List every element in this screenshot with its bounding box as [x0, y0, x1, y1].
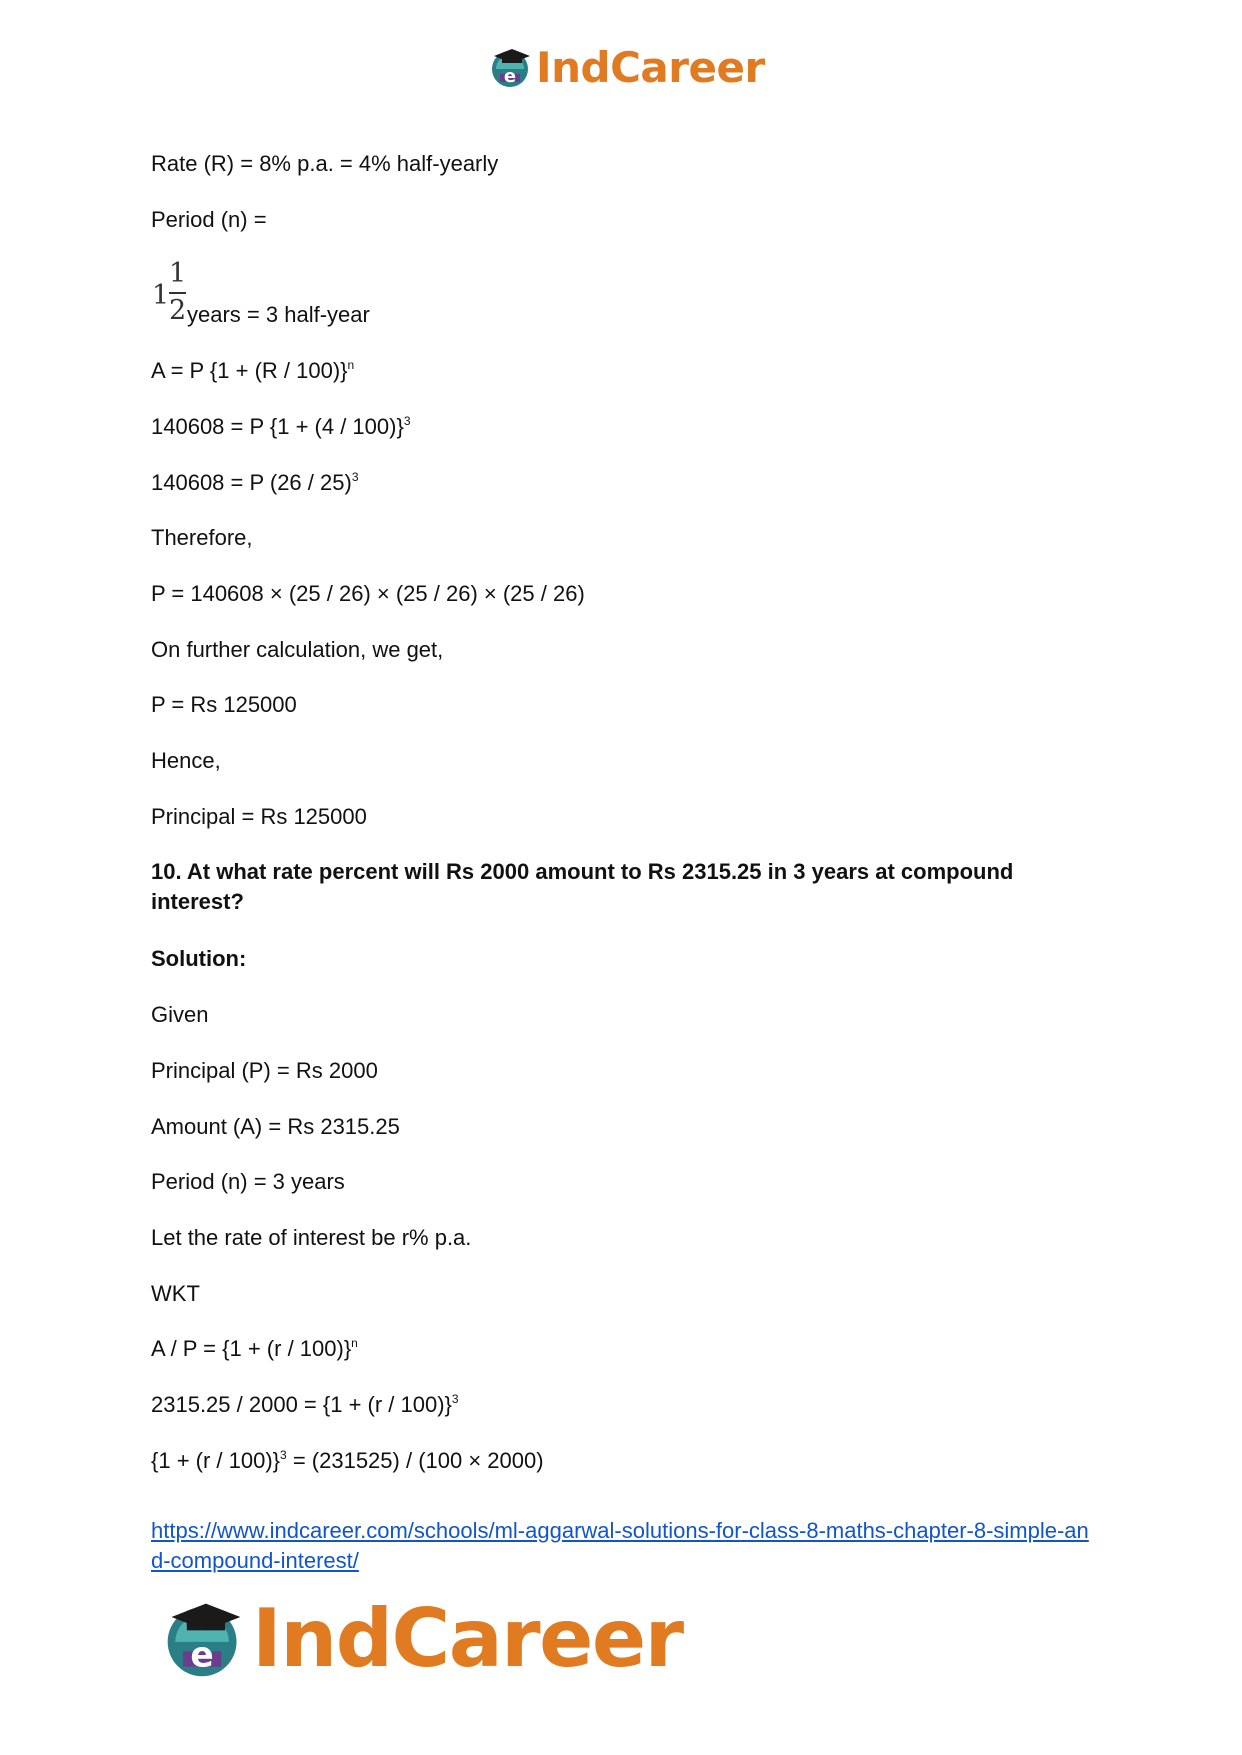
step2-exponent: 3 [351, 470, 359, 484]
logo-wordmark: IndCareer [252, 1591, 683, 1685]
given-line: Given [151, 1002, 209, 1027]
fraction-bar [169, 292, 186, 294]
solution-heading: Solution: [151, 946, 247, 971]
p-calc-line: P = 140608 × (25 / 26) × (25 / 26) × (25 / 26) [151, 581, 585, 606]
formula-a-exponent: n [347, 358, 355, 372]
let-rate-line: Let the rate of interest be r% p.a. [151, 1225, 472, 1250]
graduation-globe-icon [488, 44, 534, 90]
ap-formula-exponent: n [351, 1336, 358, 1350]
logo-wordmark: IndCareer [536, 42, 765, 92]
footer-logo [160, 1588, 683, 1688]
ap-formula-line [151, 1335, 358, 1363]
step1-exponent: 3 [403, 414, 411, 428]
cube-line [151, 1447, 544, 1475]
footer-link-container [151, 1516, 1096, 1576]
period-label-line: Period (n) = [151, 207, 267, 232]
question-10: 10. At what rate percent will Rs 2000 amount to Rs 2315.25 in 3 years at compound interest? [151, 859, 1014, 914]
period-rest-line: years = 3 half-year [187, 302, 370, 327]
formula-a-line [151, 357, 354, 385]
ratio-text: 2315.25 / 2000 = {1 + (r / 100)} [151, 1392, 452, 1417]
p-result-line: P = Rs 125000 [151, 692, 297, 717]
step2-text: 140608 = P (26 / 25) [151, 470, 352, 495]
fraction-whole: 1 [152, 280, 170, 311]
further-line: On further calculation, we get, [151, 637, 444, 662]
cube-exponent: 3 [280, 1448, 287, 1462]
cube-right-text: = (231525) / (100 × 2000) [286, 1448, 544, 1473]
header-logo [488, 38, 765, 96]
principal-given-line: Principal (P) = Rs 2000 [151, 1058, 378, 1083]
period-given-line: Period (n) = 3 years [151, 1169, 345, 1194]
step1-text: 140608 = P {1 + (4 / 100)} [151, 414, 404, 439]
principal-line: Principal = Rs 125000 [151, 804, 367, 829]
wkt-line: WKT [151, 1281, 200, 1306]
step2-line [151, 469, 359, 497]
therefore-line: Therefore, [151, 525, 253, 550]
source-url-link[interactable]: https://www.indcareer.com/schools/ml-aggarwal-solutions-for-class-8-maths-chapter-8-simple-and-compound-interest/ [151, 1518, 1089, 1573]
svg-text:e: e [190, 1635, 214, 1676]
svg-text:e: e [503, 66, 517, 87]
amount-given-line: Amount (A) = Rs 2315.25 [151, 1114, 400, 1139]
fraction-denominator: 2 [169, 295, 187, 326]
ratio-line [151, 1391, 459, 1419]
ratio-exponent: 3 [451, 1392, 459, 1406]
formula-a-text: A = P {1 + (R / 100)} [151, 358, 348, 383]
graduation-globe-icon [160, 1594, 248, 1682]
cube-left-text: {1 + (r / 100)} [151, 1448, 281, 1473]
rate-line: Rate (R) = 8% p.a. = 4% half-yearly [151, 151, 499, 176]
step1-line [151, 413, 411, 441]
fraction-numerator: 1 [169, 258, 187, 289]
ap-formula-text: A / P = {1 + (r / 100)} [151, 1336, 352, 1361]
hence-line: Hence, [151, 748, 221, 773]
